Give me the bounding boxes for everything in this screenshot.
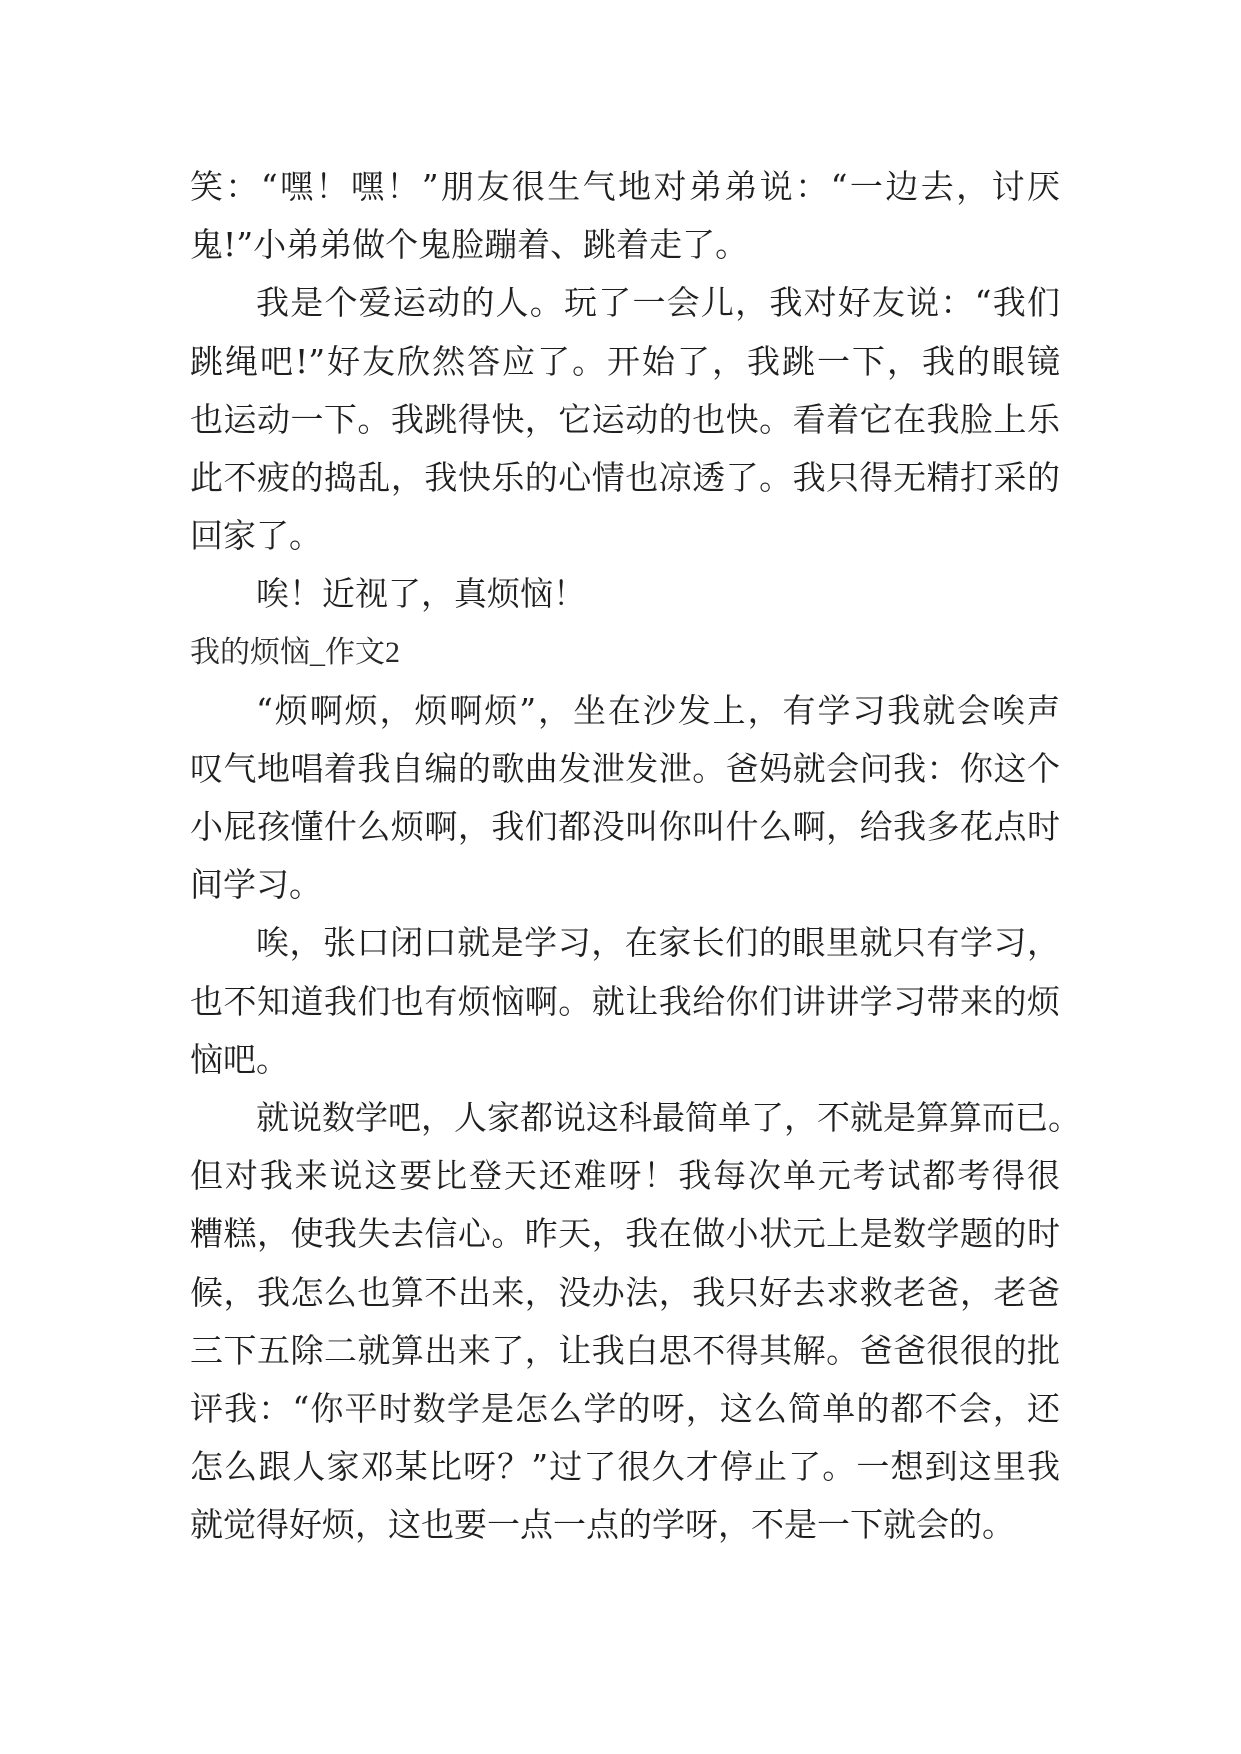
text-line: 怎么跟人家邓某比呀？”过了很久才停止了。一想到这里我 (190, 1447, 1060, 1487)
text-line: 间学习。 (190, 865, 322, 905)
paragraph-start: 唉！近视了，真烦恼！ (256, 574, 586, 614)
text-line: 三下五除二就算出来了，让我白思不得其解。爸爸很很的批 (190, 1330, 1060, 1370)
text-line: 叹气地唱着我自编的歌曲发泄发泄。爸妈就会问我：你这个 (190, 748, 1060, 788)
text-line: 但对我来说这要比登天还难呀！我每次单元考试都考得很 (190, 1156, 1060, 1196)
text-line: 糟糕，使我失去信心。昨天，我在做小状元上是数学题的时 (190, 1214, 1060, 1254)
text-line: 评我：“你平时数学是怎么学的呀，这么简单的都不会，还 (190, 1388, 1060, 1428)
text-line: 恼吧。 (190, 1039, 289, 1079)
text-line: 此不疲的捣乱，我快乐的心情也凉透了。我只得无精打采的 (190, 457, 1060, 497)
text-line: 跳绳吧!”好友欣然答应了。开始了，我跳一下，我的眼镜 (190, 341, 1060, 381)
paragraph-start: 我是个爱运动的人。玩了一会儿，我对好友说：“我们 (256, 283, 1060, 323)
text-line: 笑：“嘿！嘿！”朋友很生气地对弟弟说：“一边去，讨厌 (190, 167, 1060, 206)
text-line: 就觉得好烦，这也要一点一点的学呀，不是一下就会的。 (190, 1505, 1015, 1545)
text-line: 回家了。 (190, 516, 322, 556)
essay-title: 我的烦恼_作文2 (190, 635, 400, 669)
paragraph-start: 唉，张口闭口就是学习，在家长们的眼里就只有学习， (256, 923, 1060, 963)
text-line: 候，我怎么也算不出来，没办法，我只好去求救老爸，老爸 (190, 1272, 1060, 1312)
text-line: 也运动一下。我跳得快，它运动的也快。看着它在我脸上乐 (190, 399, 1060, 439)
paragraph-start: “烦啊烦，烦啊烦”，坐在沙发上，有学习我就会唉声 (256, 690, 1060, 730)
text-line: 小屁孩懂什么烦啊，我们都没叫你叫什么啊，给我多花点时 (190, 807, 1060, 847)
text-line: 也不知道我们也有烦恼啊。就让我给你们讲讲学习带来的烦 (190, 981, 1060, 1021)
paragraph-start: 就说数学吧，人家都说这科最简单了，不就是算算而已。 (256, 1098, 1081, 1137)
essay-body (190, 158, 1081, 1555)
text-line: 鬼!”小弟弟做个鬼脸蹦着、跳着走了。 (190, 225, 749, 265)
